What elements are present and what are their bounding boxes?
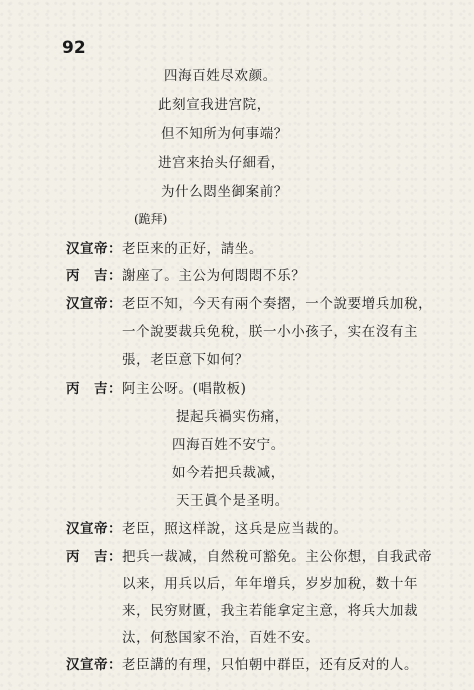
speaker-label: 汉宣帝：	[66, 296, 122, 312]
speaker-label: 丙 吉：	[66, 549, 122, 565]
dialogue-line: 張，老臣意下如何？	[122, 352, 249, 368]
speaker-label: 汉宣帝：	[66, 241, 122, 257]
stage-direction: (跪拜)	[134, 212, 168, 226]
dialogue-line: 阿主公呀。(唱散板)	[122, 381, 247, 397]
verse-line: 四海百姓尽欢颜。	[164, 68, 277, 84]
dialogue-line: 一个說要裁兵免稅，朕一小小孩子，实在沒有主	[122, 324, 419, 340]
verse-line: 提起兵禍实伤痛，	[176, 409, 289, 425]
dialogue-line: 謝座了。主公为何悶悶不乐？	[122, 268, 306, 284]
verse-line: 天王眞个是圣明。	[176, 493, 289, 509]
verse-line: 如今若把兵裁减，	[172, 465, 285, 481]
speaker-label: 丙 吉：	[66, 381, 122, 397]
speaker-label: 丙 吉：	[66, 268, 122, 284]
verse-line: 但不知所为何事端？	[161, 126, 288, 142]
speaker-label: 汉宣帝：	[66, 657, 122, 673]
verse-line: 此刻宣我进宫院，	[158, 97, 271, 113]
dialogue-line: 老臣来的正好，請坐。	[122, 241, 263, 257]
dialogue-line: 来，民穷财匱，我主若能拿定主意，将兵大加裁	[122, 603, 419, 619]
verse-line: 进宫来抬头仔細看，	[158, 155, 285, 171]
verse-line: 四海百姓不安宁。	[172, 437, 285, 453]
speaker-label: 汉宣帝：	[66, 521, 122, 537]
dialogue-line: 老臣講的有理，只怕朝中群臣，还有反对的人。	[122, 657, 419, 673]
dialogue-line: 老臣，照这样說，这兵是应当裁的。	[122, 521, 348, 537]
dialogue-line: 把兵一裁减，自然稅可豁免。主公你想，自我武帝	[122, 549, 433, 565]
dialogue-line: 汰，何愁国家不治，百姓不安。	[122, 630, 320, 646]
page-number: 92	[62, 38, 86, 58]
verse-line: 为什么悶坐御案前？	[161, 184, 288, 200]
dialogue-line: 以来，用兵以后，年年增兵，岁岁加稅，数十年	[122, 576, 419, 592]
dialogue-line: 老臣不知，今天有兩个奏摺，一个說要增兵加稅，	[122, 296, 433, 312]
